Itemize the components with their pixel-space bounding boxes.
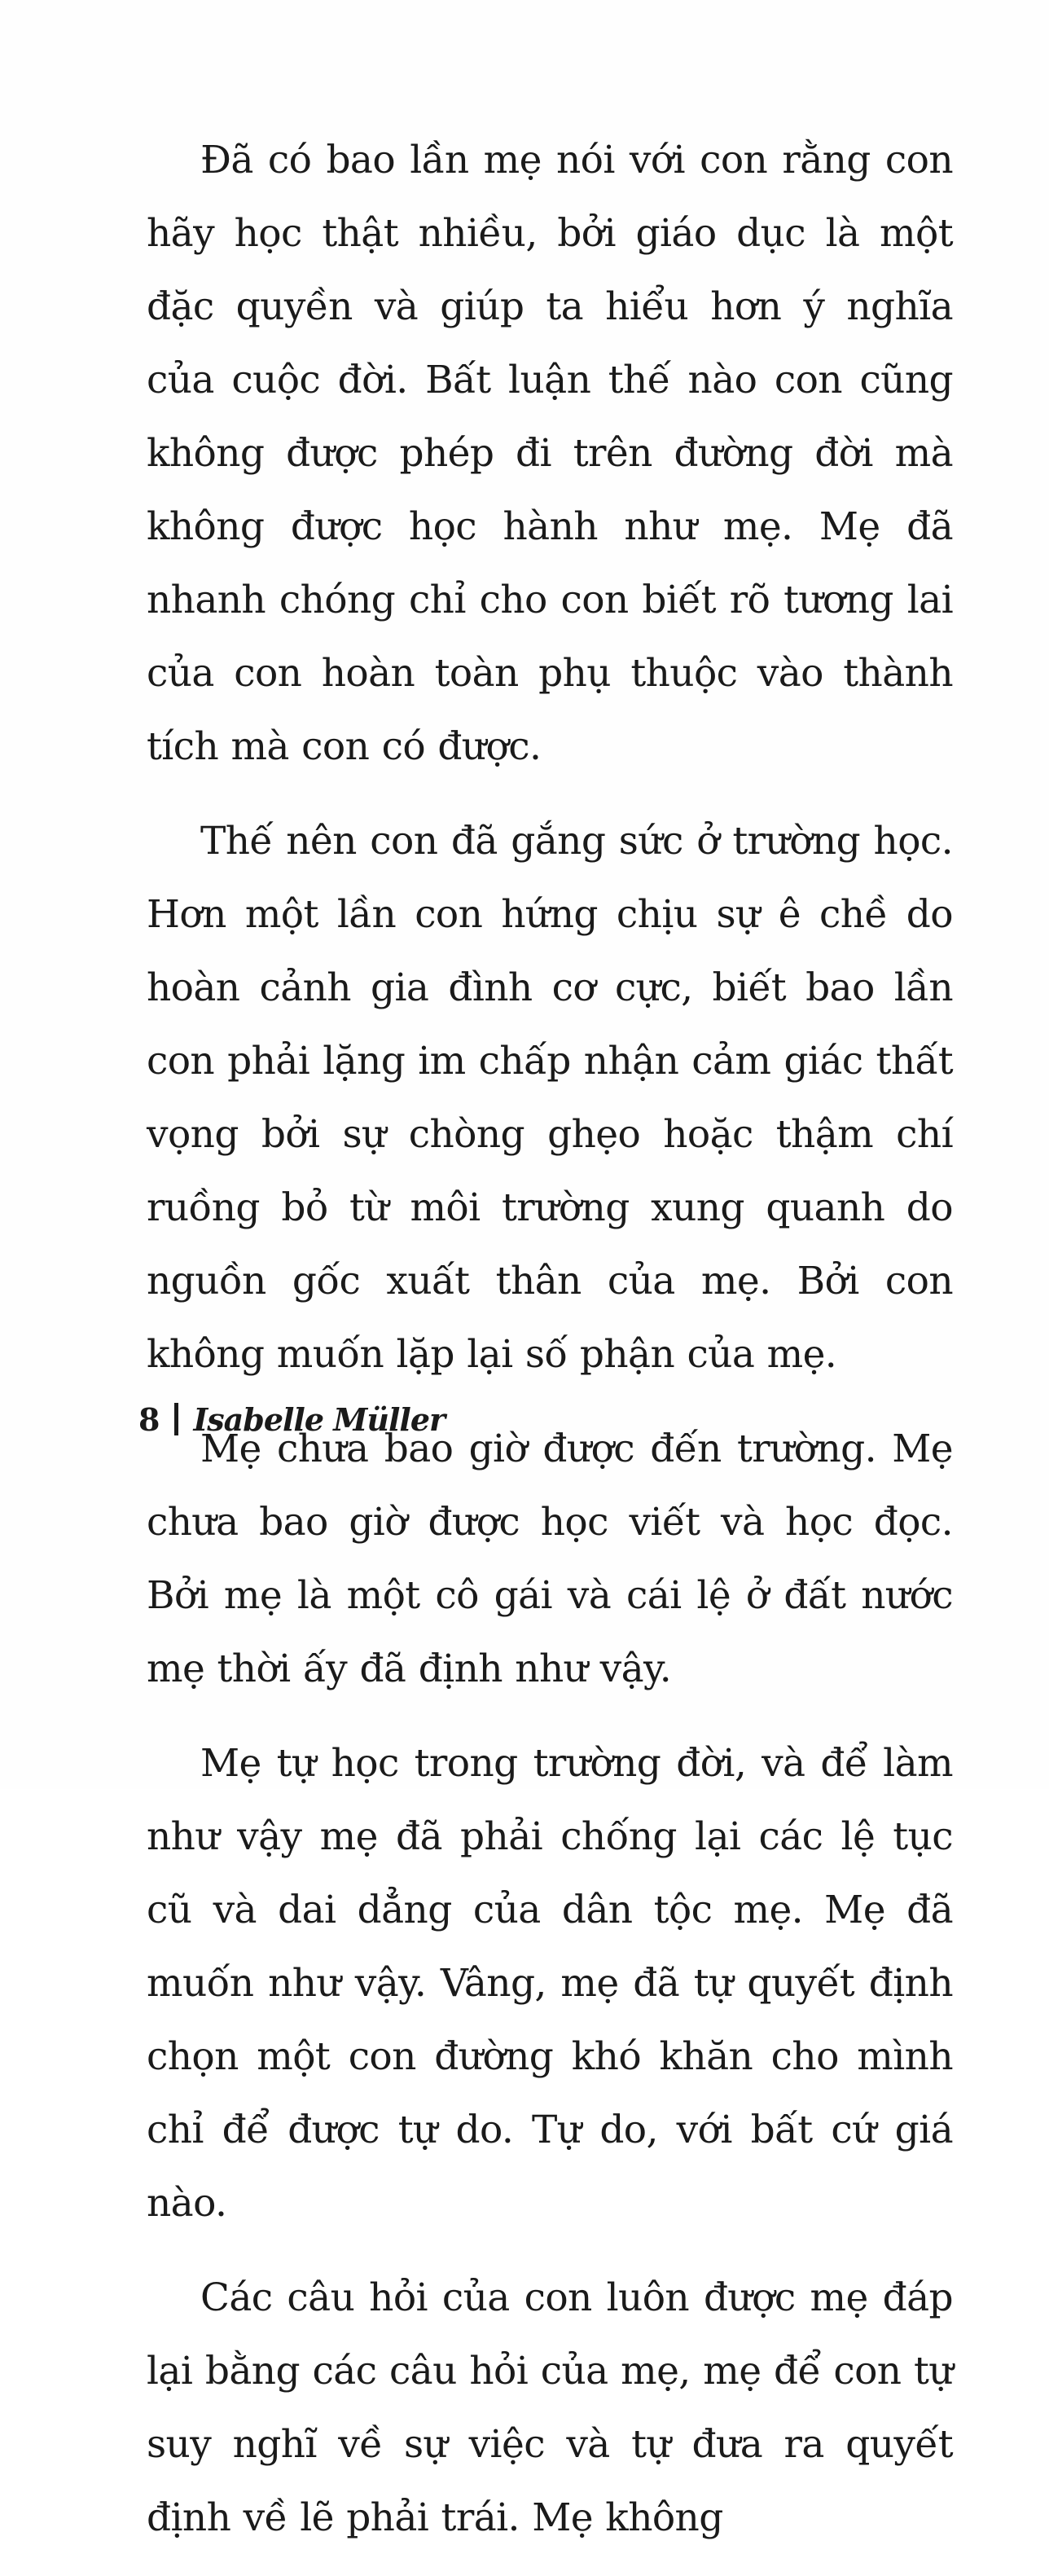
footer-separator [174,1403,178,1435]
paragraph-3: Mẹ chưa bao giờ được đến trường. Mẹ chưa bao giờ được học viết và học đọc. Bởi mẹ là một cô gái và cái lệ ở đất nước mẹ thời ấy đã định như vậy. [147,1426,953,1691]
paragraph-4: Mẹ tự học trong trường đời, và để làm như vậy mẹ đã phải chống lại các lệ tục cũ và dai dẳng của dân tộc mẹ. Mẹ đã muốn như vậy. Vâng, mẹ đã tự quyết định chọn một con đường khó khăn cho mình chỉ để được tự do. Tự do, với bất cứ giá nào. [147,1741,953,2226]
page-footer [138,1395,445,1444]
paragraph-5: Các câu hỏi của con luôn được mẹ đáp lại bằng các câu hỏi của mẹ, mẹ để con tự suy nghĩ về sự việc và tự đưa ra quyết định về lẽ phải trái. Mẹ không [147,2275,953,2540]
author-name: Isabelle Müller [193,1400,445,1438]
paragraph-1: Đã có bao lần mẹ nói với con rằng con hãy học thật nhiều, bởi giáo dục là một đặc quyền và giúp ta hiểu hơn ý nghĩa của cuộc đời. Bất luận thế nào con cũng không được phép đi trên đường đời mà không được học hành như mẹ. Mẹ đã nhanh chóng chỉ cho con biết rõ tương lai của con hoàn toàn phụ thuộc vào thành tích mà con có được. [147,138,953,769]
page-number: 8 [138,1400,160,1438]
body-text [147,124,953,2576]
paragraph-2: Thế nên con đã gắng sức ở trường học. Hơn một lần con hứng chịu sự ê chề do hoàn cảnh gia đình cơ cực, biết bao lần con phải lặng im chấp nhận cảm giác thất vọng bởi sự chòng ghẹo hoặc thậm chí ruồng bỏ từ môi trường xung quanh do nguồn gốc xuất thân của mẹ. Bởi con không muốn lặp lại số phận của mẹ. [147,819,953,1377]
